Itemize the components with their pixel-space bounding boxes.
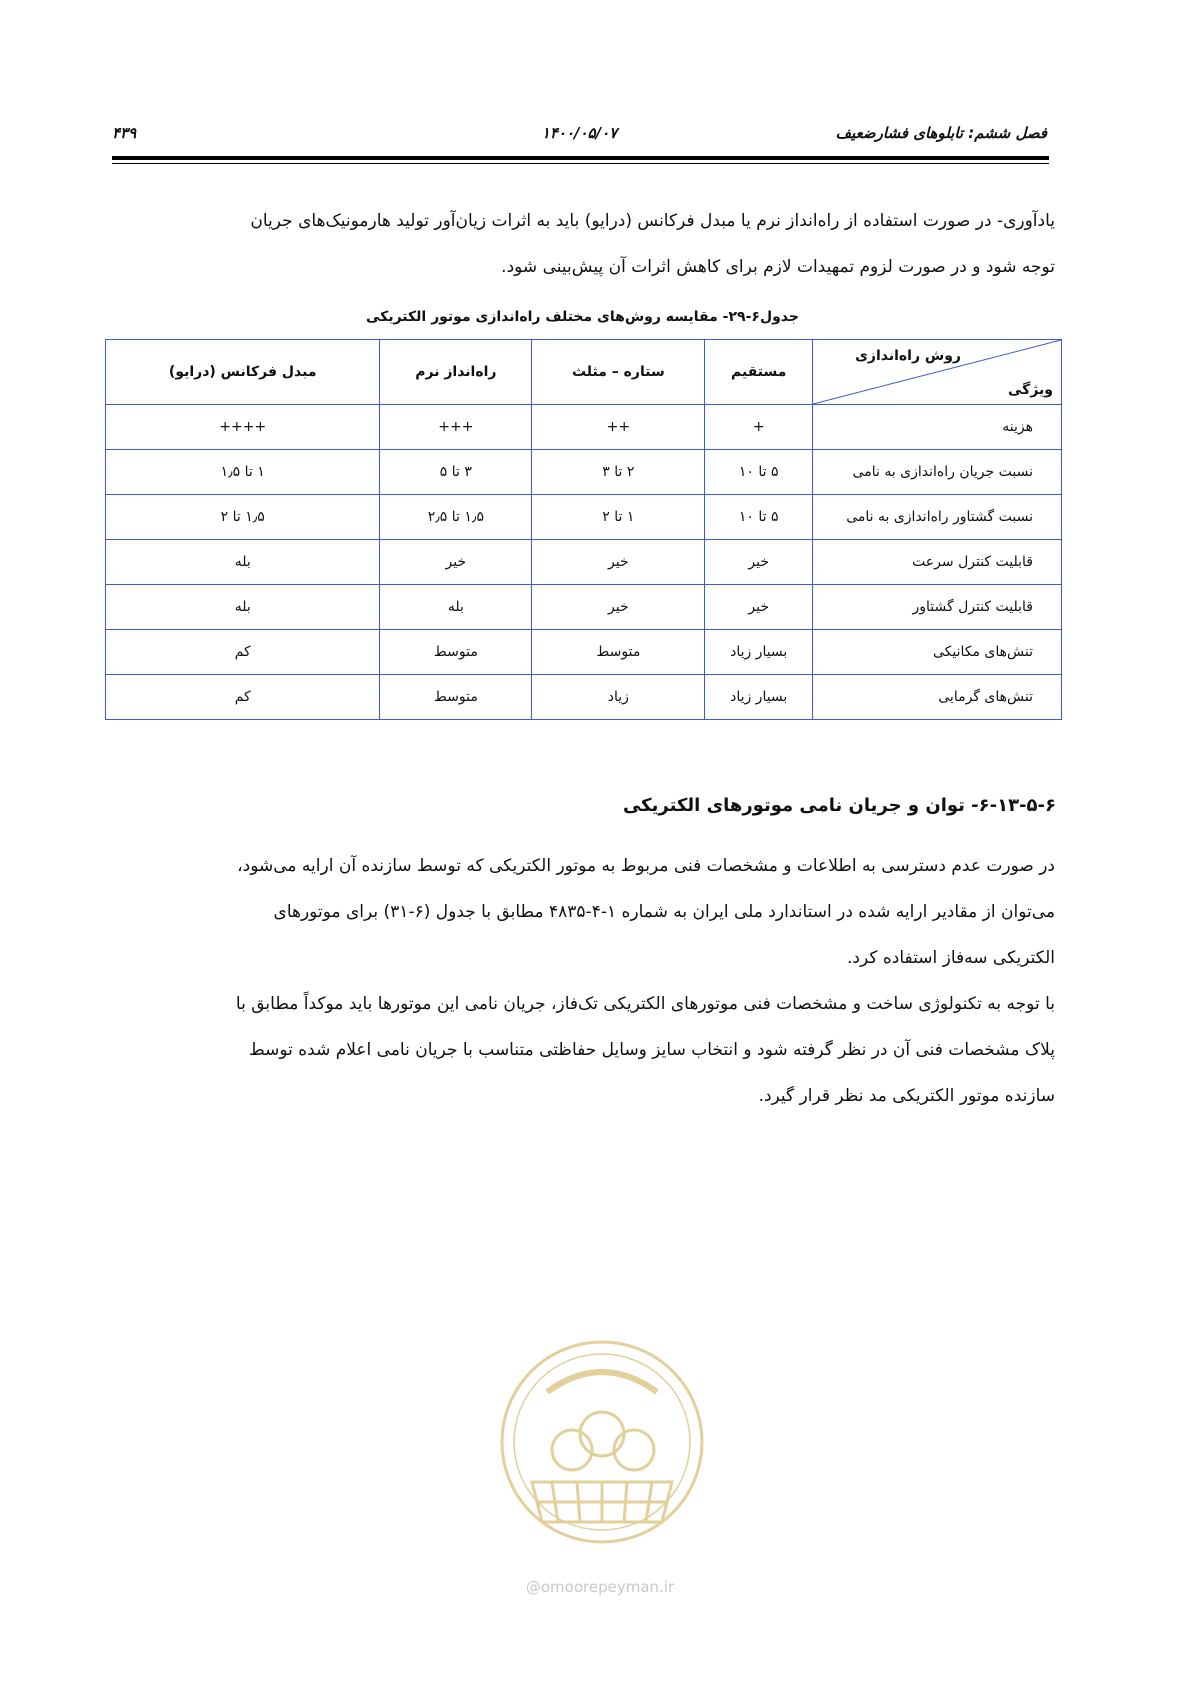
page-number: ۴۳۹ [112, 124, 137, 142]
table-cell: ۱ تا ۱٫۵ [106, 450, 380, 495]
note-line: یادآوری- در صورت استفاده از راه‌انداز نرم یا مبدل فرکانس (درایو) باید به اثرات زیان‌آور تولید هارمونیک‌های جریان [250, 211, 1055, 231]
feature-cell: تنش‌های گرمایی [813, 675, 1062, 720]
table-cell: ۵ تا ۱۰ [705, 495, 813, 540]
table-row [106, 495, 1062, 540]
table-cell: ۱ تا ۲ [532, 495, 705, 540]
table-cell: + [705, 405, 813, 450]
table-cell: متوسط [532, 630, 705, 675]
paragraph-line: سازنده موتور الکتریکی مد نظر قرار گیرد. [758, 1086, 1055, 1106]
table-cell: بسیار زیاد [705, 630, 813, 675]
table-cell: ++ [532, 405, 705, 450]
table-cell: خیر [380, 540, 532, 585]
feature-cell: هزینه [813, 405, 1062, 450]
table-cell: بله [380, 585, 532, 630]
paragraph-line: پلاک مشخصات فنی آن در نظر گرفته شود و انتخاب سایز وسایل حفاظتی متناسب با جریان نامی اعلام شده توسط [248, 1040, 1055, 1060]
table-row [106, 540, 1062, 585]
watermark-logo-icon [492, 1332, 712, 1572]
table-row [106, 450, 1062, 495]
table-cell: خیر [705, 540, 813, 585]
table-cell: بسیار زیاد [705, 675, 813, 720]
table-cell: +++ [380, 405, 532, 450]
note-paragraph [115, 198, 1055, 290]
paragraph-line: با توجه به تکنولوژی ساخت و مشخصات فنی موتورهای الکتریکی تک‌فاز، جریان نامی این موتورها باید موکداً مطابق با [235, 994, 1055, 1014]
table-row [106, 675, 1062, 720]
page-header [112, 124, 1047, 150]
table-row [106, 405, 1062, 450]
table-cell: ۵ تا ۱۰ [705, 450, 813, 495]
table-cell: ۳ تا ۵ [380, 450, 532, 495]
table-cell: ۲ تا ۳ [532, 450, 705, 495]
column-header: ستاره – مثلث [532, 340, 705, 405]
table-cell: متوسط [380, 675, 532, 720]
section-paragraph-1 [115, 843, 1055, 981]
column-header: مستقیم [705, 340, 813, 405]
table-cell: کم [106, 675, 380, 720]
header-rule-thick [112, 156, 1049, 160]
feature-cell: تنش‌های مکانیکی [813, 630, 1062, 675]
table-cell: خیر [532, 585, 705, 630]
feature-cell: قابلیت کنترل سرعت [813, 540, 1062, 585]
header-rule-thin [112, 163, 1049, 164]
table-corner-cell [813, 340, 1062, 405]
chapter-title: فصل ششم: تابلوهای فشارضعیف [835, 124, 1047, 142]
table-cell: بله [106, 585, 380, 630]
table-cell: کم [106, 630, 380, 675]
feature-cell: قابلیت کنترل گشتاور [813, 585, 1062, 630]
table-cell: خیر [532, 540, 705, 585]
table-cell: بله [106, 540, 380, 585]
paragraph-line: می‌توان از مقادیر ارایه شده در استاندارد ملی ایران به شماره ۱-۴-۴۸۳۵ مطابق با جدول (۶-۳۱) برای موتورهای [273, 902, 1055, 922]
section-paragraph-2 [115, 981, 1055, 1119]
table-cell: ۱٫۵ تا ۲٫۵ [380, 495, 532, 540]
column-header: راه‌انداز نرم [380, 340, 532, 405]
note-line: توجه شود و در صورت لزوم تمهیدات لازم برای کاهش اثرات آن پیش‌بینی شود. [501, 257, 1055, 277]
table-caption: جدول۶-۲۹- مقایسه روش‌های مختلف راه‌اندازی موتور الکتریکی [366, 309, 799, 325]
feature-cell: نسبت گشتاور راه‌اندازی به نامی [813, 495, 1062, 540]
corner-method-label: روش راه‌اندازی [855, 348, 961, 364]
section-heading: ۶-۱۳-۵-۶- توان و جریان نامی موتورهای الکتریکی [622, 795, 1056, 816]
feature-cell: نسبت جریان راه‌اندازی به نامی [813, 450, 1062, 495]
watermark-url: @omoorepeyman.ir [525, 1578, 675, 1596]
table-row [106, 630, 1062, 675]
table-cell: زیاد [532, 675, 705, 720]
table-cell: خیر [705, 585, 813, 630]
table-row [106, 585, 1062, 630]
column-header: مبدل فرکانس (درایو) [106, 340, 380, 405]
table-cell: متوسط [380, 630, 532, 675]
corner-feature-label: ویژگی [1008, 382, 1053, 398]
table-header-row [106, 340, 1062, 405]
paragraph-line: الکتریکی سه‌فاز استفاده کرد. [847, 948, 1055, 968]
paragraph-line: در صورت عدم دسترسی به اطلاعات و مشخصات فنی مربوط به موتور الکتریکی که توسط سازنده آن ارایه می‌شود، [237, 856, 1055, 876]
table-cell: ۱٫۵ تا ۲ [106, 495, 380, 540]
table-cell: ++++ [106, 405, 380, 450]
header-date: ۱۴۰۰/۰۵/۰۷ [541, 124, 618, 142]
comparison-table [105, 339, 1062, 720]
